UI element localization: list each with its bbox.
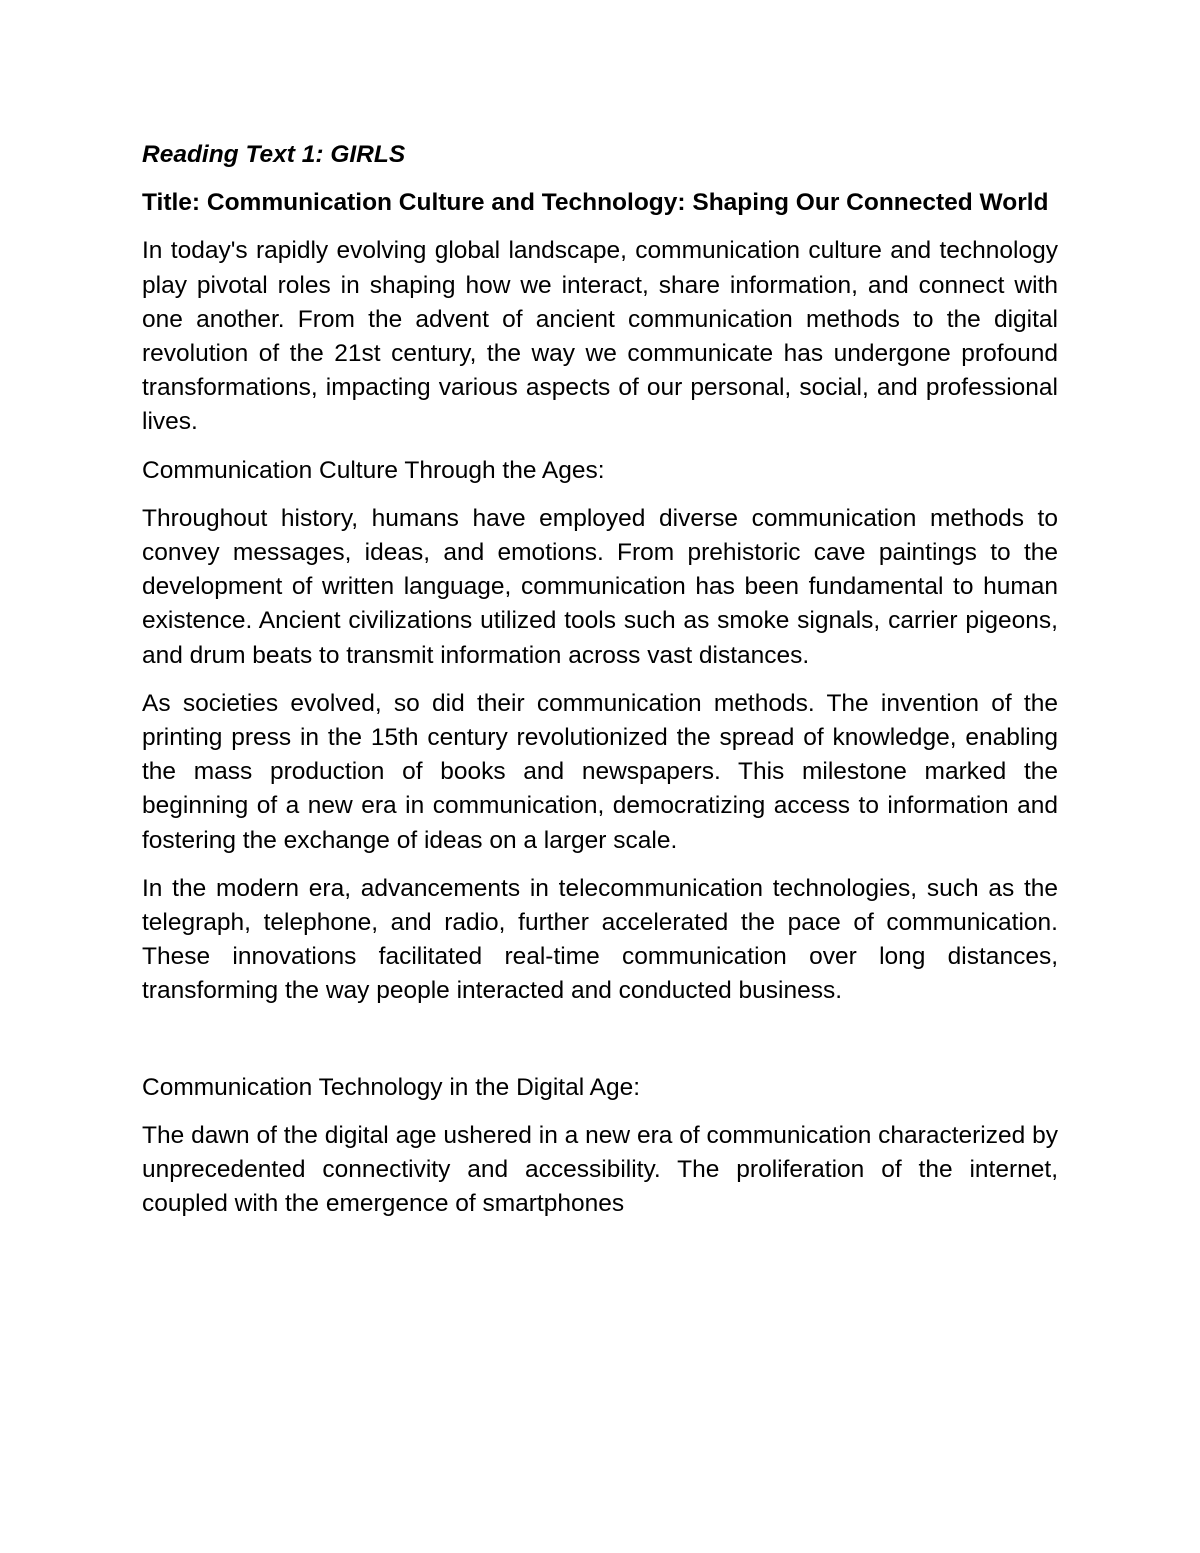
section-heading-culture: Communication Culture Through the Ages:	[142, 456, 605, 484]
section-heading-digital-age: Communication Technology in the Digital Age:	[142, 1073, 641, 1101]
document-title: Title: Communication Culture and Technology: Shaping Our Connected World	[142, 189, 1049, 217]
blank-line	[142, 1023, 1058, 1071]
paragraph: The dawn of the digital age ushered in a new era of communication characterized by unprecedented connectivity and accessibility. The proliferation of the internet, coupled with the emergence of smartphones	[142, 1121, 1058, 1218]
reading-label: Reading Text 1: GIRLS	[142, 141, 406, 168]
paragraph: Throughout history, humans have employed diverse communication methods to convey messages, ideas, and emotions. From prehistoric cave paintings to the development of written language, communication has been fundamental to human existence. Ancient civilizations utilized tools such as smoke signals, carrier pigeons, and drum beats to transmit information across vast distances.	[142, 504, 1058, 669]
intro-paragraph: In today's rapidly evolving global landscape, communication culture and technology play pivotal roles in shaping how we interact, share information, and connect with one another. From the advent of ancient communication methods to the digital revolution of the 21st century, the way we communicate has undergone profound transformations, impacting various aspects of our personal, social, and professional lives.	[142, 237, 1058, 436]
paragraph: As societies evolved, so did their communication methods. The invention of the printing press in the 15th century revolutionized the spread of knowledge, enabling the mass production of books and newspapers. This milestone marked the beginning of a new era in communication, democratizing access to information and fostering the exchange of ideas on a larger scale.	[142, 689, 1058, 854]
paragraph: In the modern era, advancements in telecommunication technologies, such as the telegraph, telephone, and radio, further accelerated the pace of communication. These innovations facilitated real-time communication over long distances, transforming the way people interacted and conducted business.	[142, 874, 1058, 1005]
document-page	[142, 138, 1058, 1235]
